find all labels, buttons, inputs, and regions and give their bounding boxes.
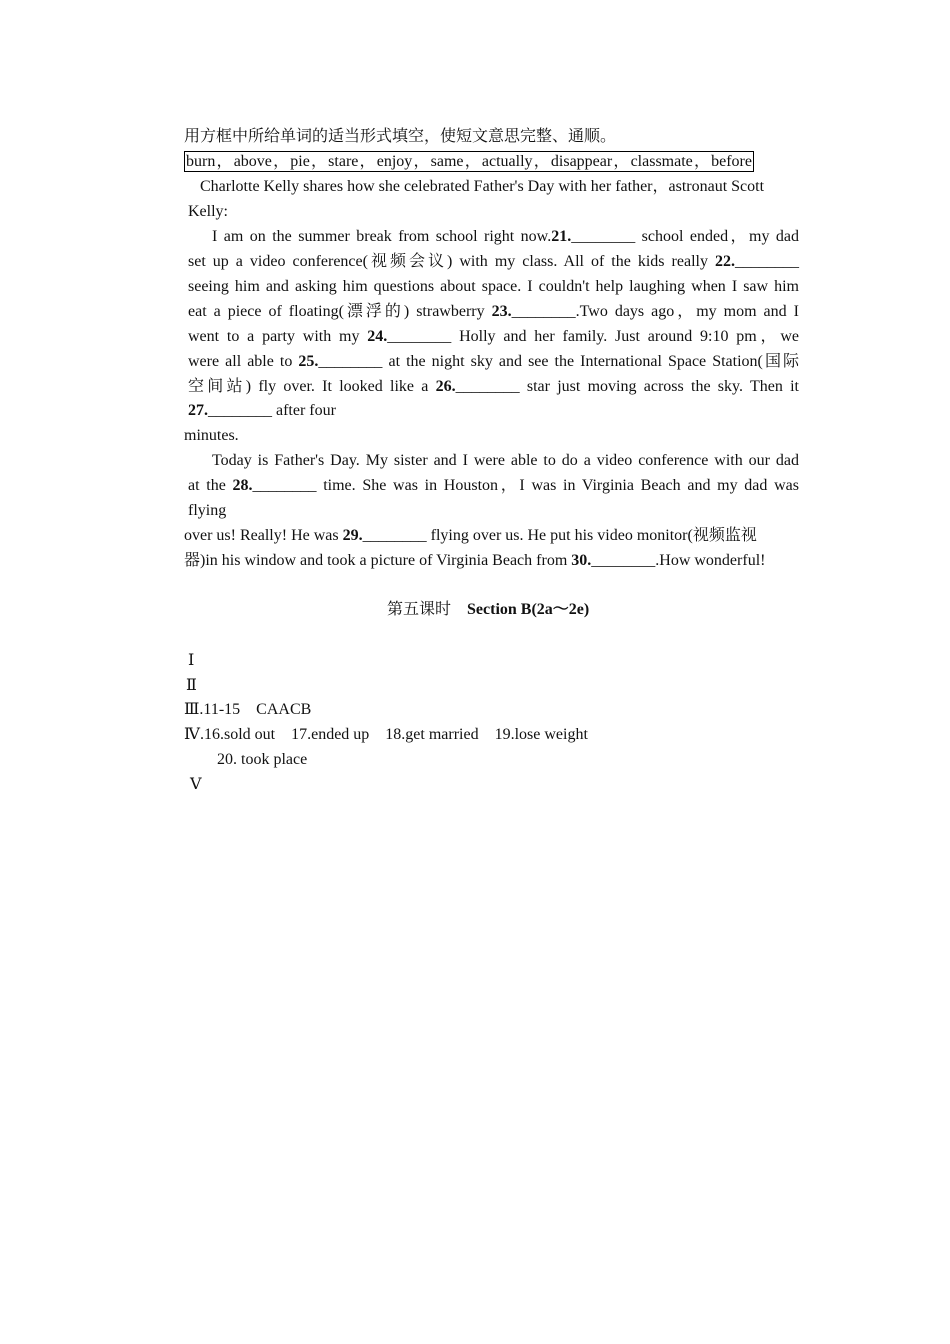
intro-line-2: Kelly: xyxy=(188,203,228,220)
answer-row-2: Ⅱ xyxy=(186,677,197,694)
instruction-text: 用方框中所给单词的适当形式填空，使短文意思完整、通顺。 xyxy=(184,128,617,145)
section-heading-cn: 第五课时 xyxy=(387,601,452,618)
answer-row-4: Ⅳ.16.sold out 17.ended up 18.get married 19.lose weight xyxy=(184,726,588,743)
p1-line-1: I am on the summer break from school right now.21.________ school ended，my dad xyxy=(212,228,799,245)
section-heading xyxy=(387,600,589,620)
blank-number-24: 24. xyxy=(367,328,388,345)
p2-line-3: flying xyxy=(188,502,227,519)
blank-number-29: 29. xyxy=(342,527,363,544)
word-box: burn，above，pie，stare，enjoy，same，actually，disappear，classmate，before xyxy=(186,153,752,170)
section-heading-en: Section B(2a～2e) xyxy=(467,601,590,618)
blank-number-30: 30. xyxy=(571,552,592,569)
blank-number-21: 21. xyxy=(551,228,572,245)
p2-line-4: over us! Really! He was 29.________ flying over us. He put his video monitor(视频监视 xyxy=(184,527,757,544)
p1-line-7: 空间站) fly over. It looked like a 26.________ star just moving across the sky. Then it xyxy=(188,378,799,395)
p1-line-4: eat a piece of floating(漂浮的) strawberry 23.________.Two days ago，my mom and I xyxy=(188,303,799,320)
p2-line-5: 器)in his window and took a picture of Virginia Beach from 30.________.How wonderful! xyxy=(184,552,766,569)
blank-number-27: 27. xyxy=(188,402,208,419)
answer-row-3: Ⅲ.11-15 CAACB xyxy=(184,701,312,718)
p1-line-5: went to a party with my 24.________ Holly and her family. Just around 9:10 pm，we xyxy=(188,328,799,345)
answer-row-6: Ⅴ xyxy=(190,776,202,793)
blank-number-22: 22. xyxy=(715,253,735,270)
blank-number-28: 28. xyxy=(232,477,253,494)
p2-line-2: at the 28.________ time. She was in Houston，I was in Virginia Beach and my dad was xyxy=(188,477,799,494)
blank-number-25: 25. xyxy=(298,353,319,370)
blank-number-26: 26. xyxy=(435,378,456,395)
p2-line-1: Today is Father's Day. My sister and I were able to do a video conference with our dad xyxy=(212,452,799,469)
answer-row-1: Ⅰ xyxy=(188,652,195,669)
blank-number-23: 23. xyxy=(491,303,512,320)
p1-line-8: 27.________ after four xyxy=(188,402,336,419)
p1-line-2: set up a video conference(视频会议) with my class. All of the kids really 22.________ xyxy=(188,253,799,270)
p1-line-9: minutes. xyxy=(184,427,239,444)
p1-line-3: seeing him and asking him questions about space. I couldn't help laughing when I saw him xyxy=(188,278,799,295)
p1-line-6: were all able to 25.________ at the night sky and see the International Space Station(国际 xyxy=(188,353,799,370)
answer-row-5: 20. took place xyxy=(217,751,308,768)
intro-line-1: Charlotte Kelly shares how she celebrated Father's Day with her father，astronaut Scott xyxy=(200,178,765,195)
